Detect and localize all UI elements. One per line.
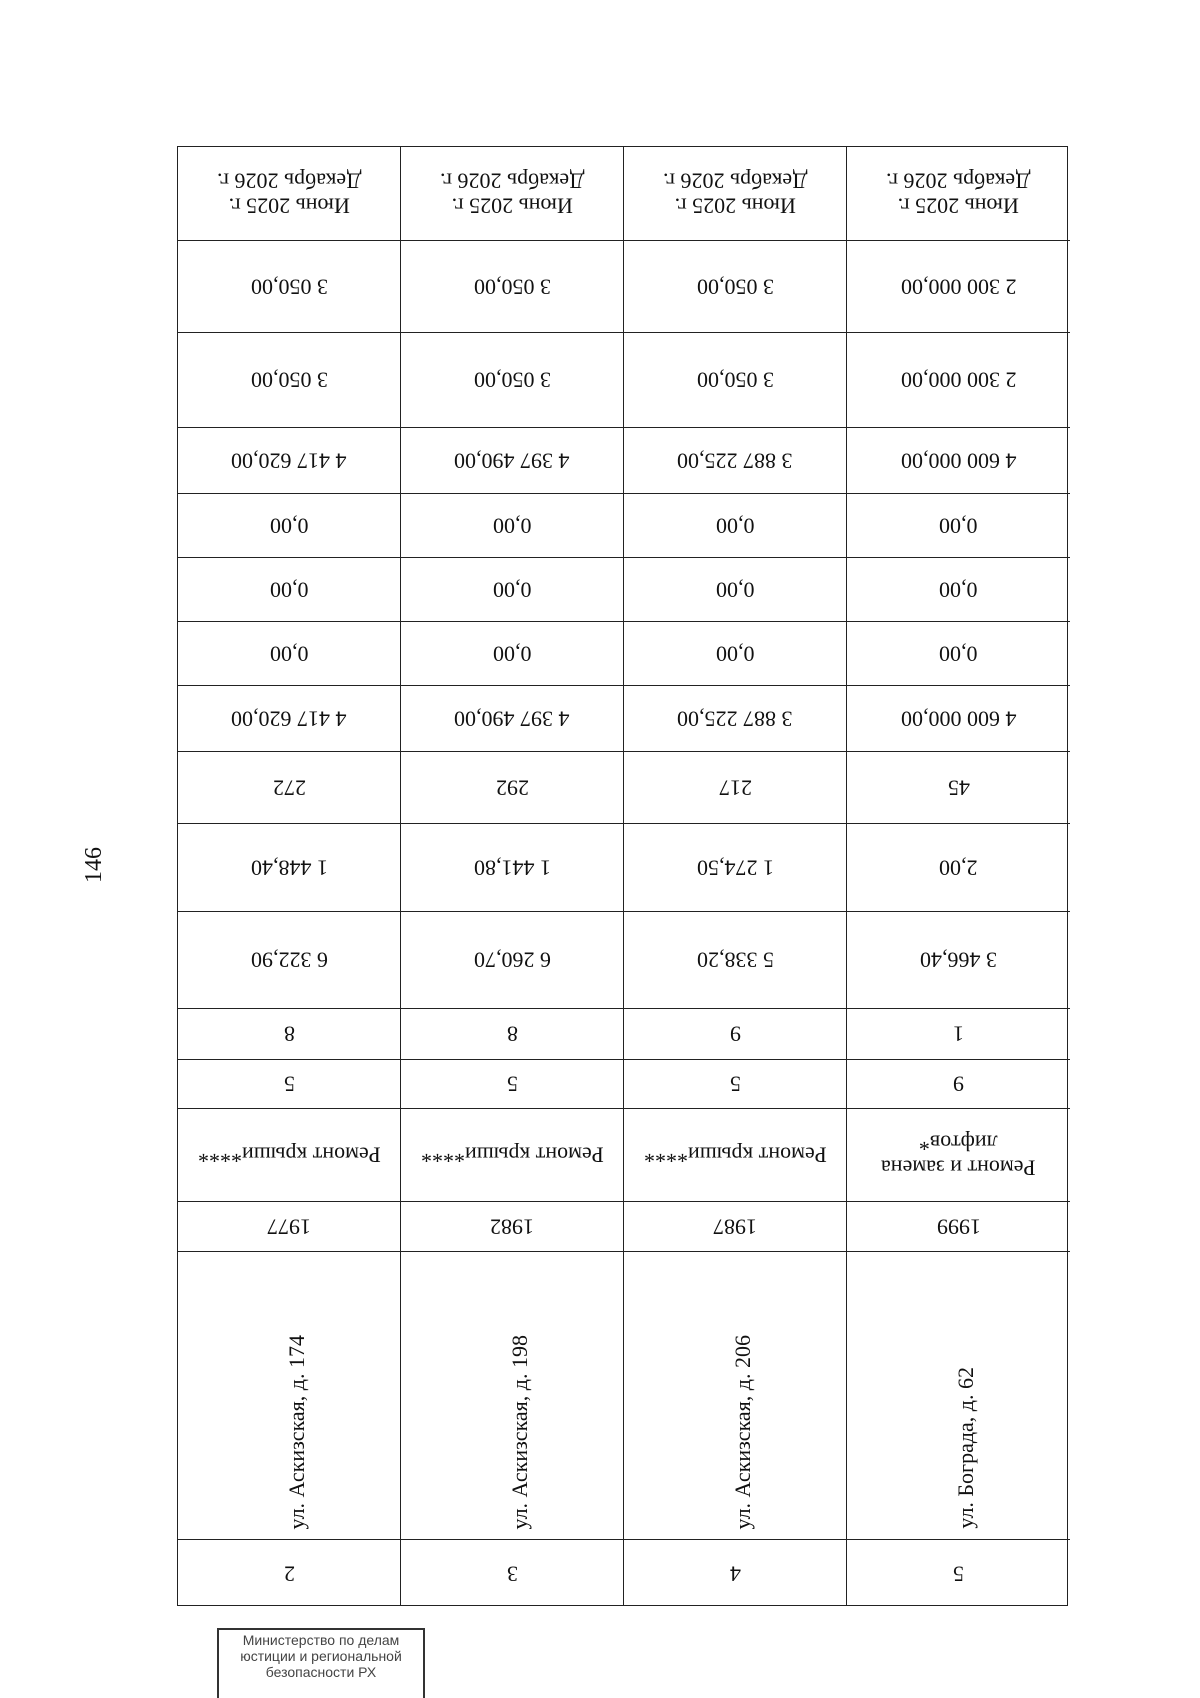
zero-cell-text: 0,00 [939, 577, 978, 603]
cost-cell-text: 4 600 000,00 [900, 448, 1017, 474]
cost-cell [178, 428, 400, 494]
area-cell [847, 824, 1070, 912]
cost-cell-text: 3 887 225,00 [677, 706, 793, 732]
cell-line: Ремонт и замена [881, 1155, 1036, 1181]
row-number-cell [178, 1540, 400, 1607]
year-cell [178, 1202, 400, 1252]
table-row [847, 147, 1070, 1605]
zero-cell [178, 622, 400, 686]
cost-cell [401, 686, 623, 752]
row-number-cell-text: 2 [283, 1561, 295, 1587]
unit-cost-cell [178, 241, 400, 333]
unit-cost-cell-text: 3 050,00 [250, 274, 328, 300]
work-type-cell [178, 1109, 400, 1202]
count-cell [401, 752, 623, 824]
zero-cell-text: 0,00 [715, 641, 755, 667]
row-number-cell-text: 4 [729, 1561, 741, 1587]
count-cell-text: 292 [495, 775, 529, 801]
value-cell [401, 1060, 623, 1109]
address-cell [401, 1252, 623, 1540]
total-area-cell-text: 6 322,90 [250, 947, 328, 973]
zero-cell [178, 558, 400, 622]
period-cell [847, 147, 1070, 241]
total-area-cell [178, 912, 400, 1009]
period-cell-text [440, 168, 584, 219]
value-cell-text: 8 [506, 1021, 518, 1047]
zero-cell [401, 494, 623, 558]
cost-cell [624, 428, 846, 494]
unit-cost-cell [624, 333, 846, 428]
unit-cost-cell-text: 3 050,00 [473, 274, 551, 300]
area-cell [624, 824, 846, 912]
unit-cost-cell [178, 333, 400, 428]
value-cell-text: 5 [283, 1071, 295, 1097]
count-cell [624, 752, 846, 824]
count-cell-text: 272 [272, 775, 306, 801]
stamp-line: безопасности РХ [265, 1664, 377, 1681]
zero-cell [178, 494, 400, 558]
value-cell [178, 1060, 400, 1109]
zero-cell [847, 622, 1070, 686]
area-cell-text: 2,00 [939, 855, 978, 881]
value-cell [624, 1009, 846, 1060]
work-type-cell [847, 1109, 1070, 1202]
value-cell [847, 1009, 1070, 1060]
cost-cell [847, 686, 1070, 752]
stamp-line: Министерство по делам [242, 1632, 400, 1648]
work-type-cell-text [881, 1130, 1035, 1181]
address-cell [624, 1252, 846, 1540]
cell-line: Декабрь 2026 г. [662, 168, 808, 194]
work-type-cell [624, 1109, 846, 1202]
unit-cost-cell-text: 2 300 000,00 [900, 274, 1017, 300]
period-cell-text [217, 168, 361, 219]
work-type-cell [401, 1109, 623, 1202]
cost-cell-text: 4 600 000,00 [900, 706, 1017, 732]
unit-cost-cell [624, 241, 846, 333]
area-cell-text: 1 441,80 [473, 855, 551, 881]
registration-stamp [217, 1628, 425, 1698]
address-text: ул. Аскизская, д. 206 [730, 1334, 755, 1529]
cell-line: лифтов* [919, 1130, 998, 1155]
zero-cell [624, 558, 846, 622]
zero-cell-text: 0,00 [492, 513, 532, 539]
count-cell-text: 45 [947, 775, 970, 801]
value-cell [401, 1009, 623, 1060]
value-cell-text: 5 [506, 1071, 518, 1097]
zero-cell [401, 558, 623, 622]
count-cell [178, 752, 400, 824]
unit-cost-cell-text: 3 050,00 [696, 367, 774, 393]
period-cell [624, 147, 846, 241]
total-area-cell [847, 912, 1070, 1009]
year-cell [847, 1202, 1070, 1252]
address-text: ул. Бограда, д. 62 [953, 1367, 978, 1529]
total-area-cell [401, 912, 623, 1009]
cost-cell [401, 428, 623, 494]
cost-cell [847, 428, 1070, 494]
area-cell-text: 1 448,40 [250, 855, 328, 881]
total-area-cell-text: 6 260,70 [473, 947, 551, 973]
year-cell [624, 1202, 846, 1252]
area-cell [178, 824, 400, 912]
stamp-line: юстиции и региональной [240, 1648, 402, 1665]
address-text: ул. Аскизская, д. 174 [284, 1334, 309, 1529]
cost-cell-text: 4 417 620,00 [231, 706, 347, 732]
row-number-cell [847, 1540, 1070, 1607]
table-row [401, 147, 624, 1605]
total-area-cell-text: 3 466,40 [920, 947, 997, 973]
total-area-cell-text: 5 338,20 [696, 947, 774, 973]
unit-cost-cell [847, 241, 1070, 333]
period-cell [178, 147, 400, 241]
row-number-cell-text: 5 [953, 1561, 964, 1587]
data-table [177, 146, 1068, 1606]
cost-cell-text: 4 397 490,00 [454, 706, 570, 732]
value-cell-text: 9 [953, 1071, 964, 1097]
value-cell-text: 8 [283, 1021, 295, 1047]
count-cell [847, 752, 1070, 824]
unit-cost-cell [401, 241, 623, 333]
address-cell [847, 1252, 1070, 1540]
year-cell-text: 1977 [267, 1214, 311, 1240]
cost-cell [178, 686, 400, 752]
year-cell-text: 1999 [936, 1214, 981, 1240]
cost-cell-text: 3 887 225,00 [677, 448, 793, 474]
unit-cost-cell-text: 3 050,00 [473, 367, 551, 393]
area-cell-text: 1 274,50 [696, 855, 774, 881]
unit-cost-cell [401, 333, 623, 428]
cell-line: Декабрь 2026 г. [216, 168, 362, 194]
total-area-cell [624, 912, 846, 1009]
work-type-cell-text [421, 1142, 604, 1167]
work-type-cell-text [198, 1142, 381, 1167]
value-cell-text: 1 [953, 1021, 964, 1047]
row-number-cell [624, 1540, 846, 1607]
table-row [624, 147, 847, 1605]
row-number-cell [401, 1540, 623, 1607]
zero-cell-text: 0,00 [269, 577, 309, 603]
value-cell-text: 5 [729, 1071, 741, 1097]
zero-cell [847, 494, 1070, 558]
row-number-cell-text: 3 [506, 1561, 518, 1587]
count-cell-text: 217 [718, 775, 752, 801]
address-text: ул. Аскизская, д. 198 [507, 1334, 532, 1529]
unit-cost-cell-text: 3 050,00 [250, 367, 328, 393]
cell-line: Июнь 2025 г. [228, 193, 350, 219]
value-cell [178, 1009, 400, 1060]
cell-line: Декабрь 2026 г. [886, 168, 1031, 194]
year-cell [401, 1202, 623, 1252]
area-cell [401, 824, 623, 912]
period-cell-text [886, 168, 1030, 219]
zero-cell-text: 0,00 [715, 577, 755, 603]
zero-cell-text: 0,00 [939, 513, 978, 539]
zero-cell-text: 0,00 [492, 641, 532, 667]
zero-cell-text: 0,00 [269, 641, 309, 667]
cell-line: Ремонт крыши**** [643, 1142, 827, 1168]
unit-cost-cell [847, 333, 1070, 428]
zero-cell-text: 0,00 [715, 513, 755, 539]
zero-cell [624, 494, 846, 558]
value-cell-text: 9 [729, 1021, 741, 1047]
cost-cell-text: 4 417 620,00 [231, 448, 347, 474]
cell-line: Ремонт крыши**** [197, 1142, 381, 1168]
zero-cell-text: 0,00 [492, 577, 532, 603]
cell-line: Июнь 2025 г. [674, 193, 796, 219]
zero-cell-text: 0,00 [939, 641, 978, 667]
period-cell [401, 147, 623, 241]
work-type-cell-text [644, 1142, 827, 1167]
cell-line: Июнь 2025 г. [897, 193, 1020, 219]
address-cell [178, 1252, 400, 1540]
year-cell-text: 1987 [713, 1214, 757, 1240]
unit-cost-cell-text: 3 050,00 [696, 274, 774, 300]
zero-cell [847, 558, 1070, 622]
cell-line: Июнь 2025 г. [451, 193, 573, 219]
cost-cell [624, 686, 846, 752]
zero-cell-text: 0,00 [269, 513, 309, 539]
page-number: 146 [80, 847, 107, 883]
cell-line: Ремонт крыши**** [420, 1142, 604, 1168]
period-cell-text [663, 168, 807, 219]
table-row [178, 147, 401, 1605]
value-cell [624, 1060, 846, 1109]
unit-cost-cell-text: 2 300 000,00 [900, 367, 1017, 393]
year-cell-text: 1982 [490, 1214, 534, 1240]
cost-cell-text: 4 397 490,00 [454, 448, 570, 474]
cell-line: Декабрь 2026 г. [439, 168, 585, 194]
zero-cell [401, 622, 623, 686]
zero-cell [624, 622, 846, 686]
value-cell [847, 1060, 1070, 1109]
